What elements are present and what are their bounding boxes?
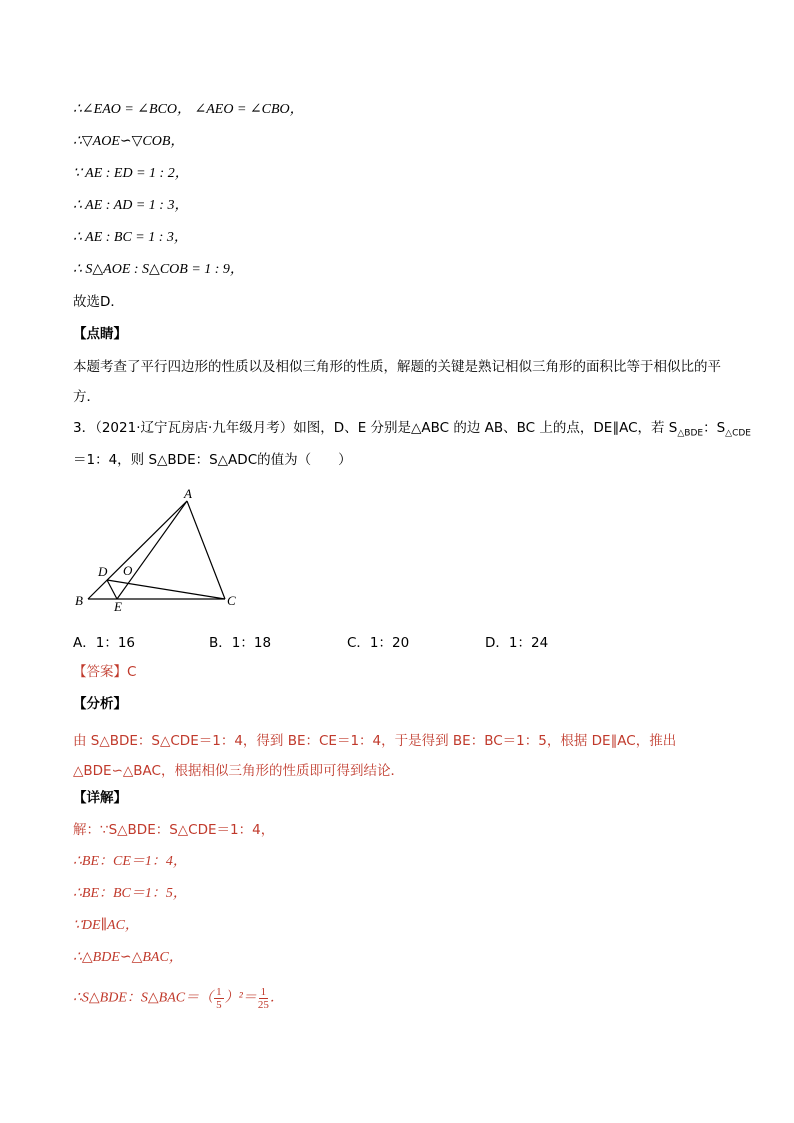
proof-line-2: ∴▽AOE∽▽COB， (73, 134, 185, 149)
proof-line-3: ∵ AE : ED = 1 : 2， (73, 166, 189, 181)
analysis-heading: 【分析】 (73, 696, 127, 712)
detail-line-6 (73, 986, 284, 1011)
conclusion: 故选D． (73, 294, 124, 310)
label-b: B (75, 593, 83, 608)
label-c: C (227, 593, 236, 608)
detail-heading: 【详解】 (73, 790, 127, 806)
question-number: 3． (73, 420, 96, 436)
detail-line-4: ∵DE∥AC， (73, 918, 139, 933)
answer: 【答案】C (73, 664, 137, 680)
segment-dc (107, 580, 225, 599)
detail-line-1: 解：∵S△BDE：S△CDE＝1：4， (73, 822, 275, 838)
final-prefix: ∴S△BDE：S△BAC＝（ (73, 990, 214, 1006)
option-b[interactable]: B．1：18 (209, 635, 272, 651)
detail-line-3: ∴BE：BC＝1：5， (73, 886, 187, 901)
detail-line-5: ∴△BDE∽△BAC， (73, 950, 183, 965)
question-3-stem: 3．（2021·辽宁瓦房店·九年级月考）如图，D、E 分别是△ABC 的边 AB、BC 上的点，DE∥AC，若 $S_{\triangle BDE}$：$S_{\triangle CDE}$ (73, 420, 751, 439)
fraction-one-fifth: $\frac{1}{5}$ (216, 986, 222, 1011)
proof-line-6: ∴ S△AOE : S△COB = 1 : 9， (73, 262, 244, 277)
label-e: E (114, 599, 122, 614)
segment-ae (117, 501, 187, 599)
option-c[interactable]: C．1：20 (347, 635, 410, 651)
comment-text: 本题考查了平行四边形的性质以及相似三角形的性质，解题的关键是熟记相似三角形的面积比等于相似比的平方． (73, 359, 721, 405)
proof-line-1: ∴∠EAO = ∠BCO， ∠AEO = ∠CBO， (73, 102, 304, 117)
final-suffix: ． (269, 990, 284, 1006)
proof-line-4: ∴ AE : AD = 1 : 3， (73, 198, 189, 213)
analysis-text: 由 S△BDE：S△CDE＝1：4，得到 BE：CE＝1：4，于是得到 BE：BC＝1：5，根据 DE∥AC，推出△BDE∽△BAC，根据相似三角形的性质即可得到结论． (73, 733, 677, 779)
triangle-figure (70, 485, 250, 615)
final-mid: ）²＝ (224, 990, 257, 1006)
label-o: O (123, 563, 133, 578)
fraction-one-twenty-fifth: $\frac{1}{25}$ (257, 986, 269, 1011)
question-source: （2021·辽宁瓦房店·九年级月考） (95, 420, 294, 436)
detail-line-2: ∴BE：CE＝1：4， (73, 854, 187, 869)
label-a: A (184, 486, 192, 501)
label-d: D (98, 564, 108, 579)
side-ac (187, 501, 225, 599)
side-ab (88, 501, 187, 599)
question-stem-a: 如图，D、E 分别是△ABC 的边 AB、BC 上的点，DE∥AC，若 S (293, 420, 678, 436)
question-3-stem-b: ＝1：4，则 S△BDE：S△ADC的值为（ ） (73, 452, 352, 468)
proof-line-5: ∴ AE : BC = 1 : 3， (73, 230, 188, 245)
segment-de (107, 580, 117, 599)
option-a[interactable]: A．1：16 (73, 635, 136, 651)
option-d[interactable]: D．1：24 (485, 635, 549, 651)
comment-heading: 【点睛】 (73, 326, 127, 342)
